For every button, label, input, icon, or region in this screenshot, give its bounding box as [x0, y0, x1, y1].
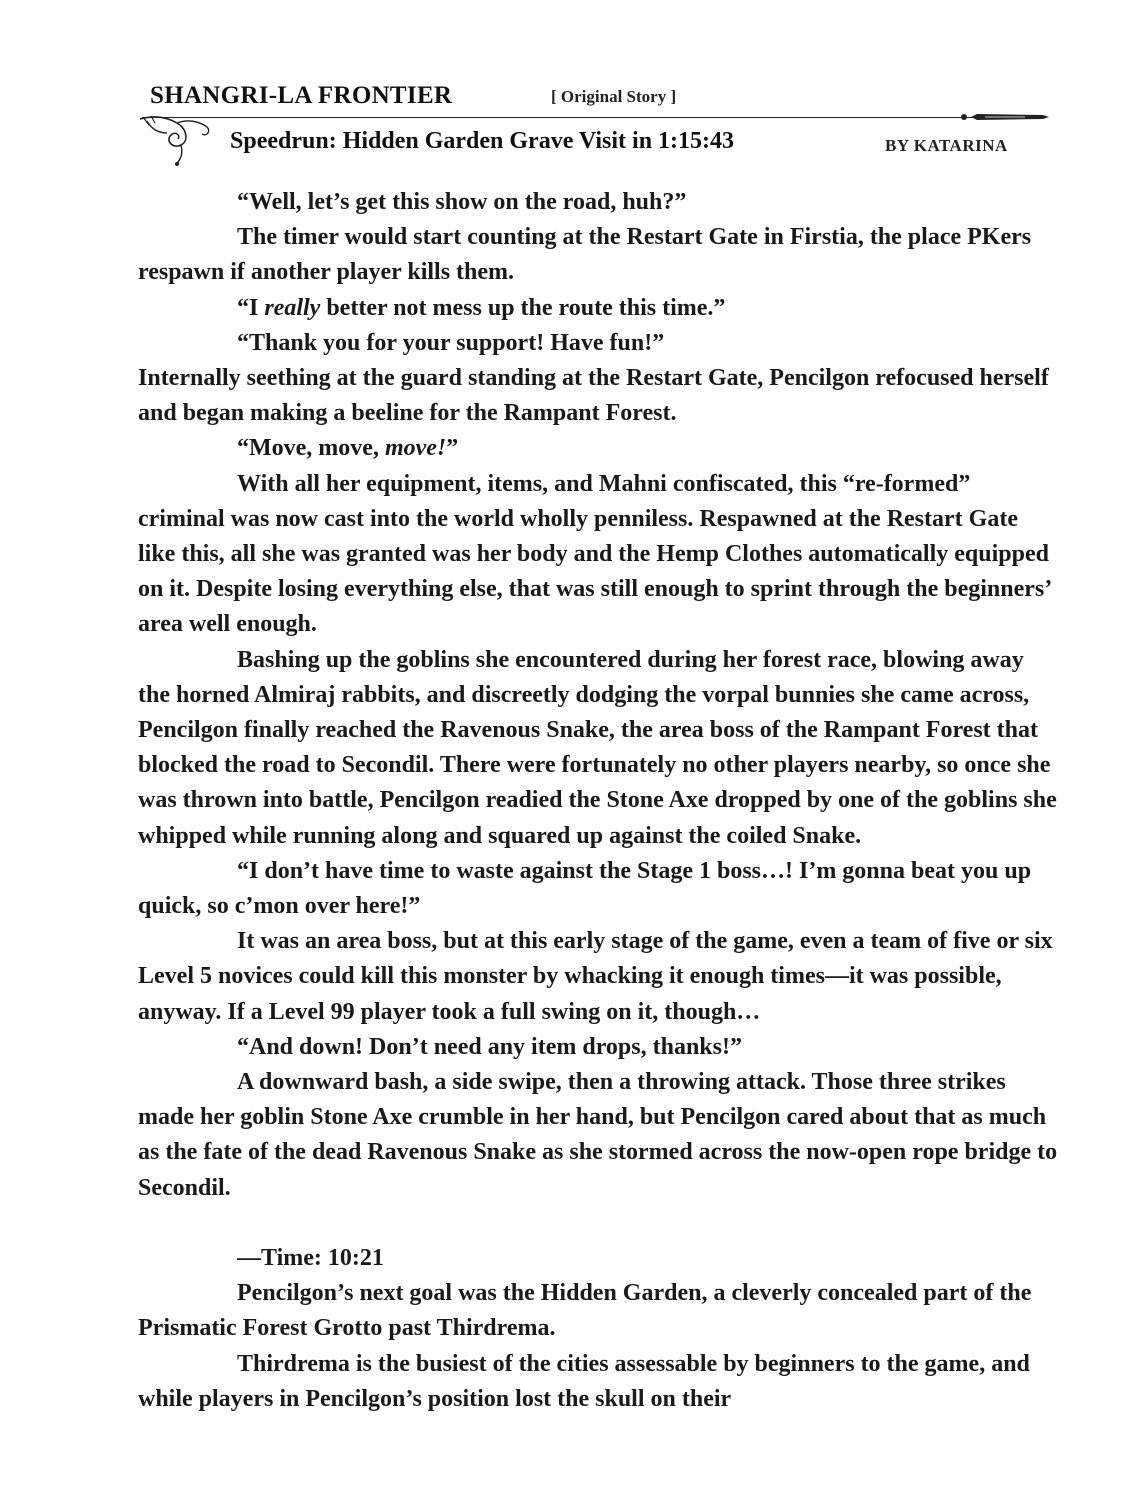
paragraph: “And down! Don’t need any item drops, thanks!”	[237, 1033, 742, 1060]
paragraph: “I don’t have time to waste against the Stage 1 boss…! I’m gonna beat you up quick, so c’mon over here!”	[138, 857, 1032, 920]
paragraph: Thirdrema is the busiest of the cities assessable by beginners to the game, and while players in Pencilgon’s position lost the skull on their	[138, 1350, 1030, 1412]
emphasis-text: really	[264, 294, 321, 321]
text-run: “I	[237, 294, 265, 321]
paragraph: Pencilgon’s next goal was the Hidden Garden, a cleverly concealed part of the Prismatic Forest Grotto past Thirdrema.	[138, 1280, 1032, 1342]
paragraph: “Well, let’s get this show on the road, huh?”	[237, 189, 687, 215]
text-run: better not mess up the route this time.”	[320, 294, 726, 321]
header-rule	[142, 117, 1034, 118]
paragraph: Internally seething at the guard standing at the Restart Gate, Pencilgon refocused herself and began making a beeline for the Rampant Forest.	[138, 365, 1049, 427]
paragraph: With all her equipment, items, and Mahni confiscated, this “re-formed” criminal was now cast into the world wholly penniless. Respawned at the Restart Gate like this, all she was granted was her body and the Hemp Clothes automatically equipped on it. Despite losing everything else, that was still enough to sprint through the beginners’ area well enough.	[138, 470, 1051, 638]
paragraph: Bashing up the goblins she encountered during her forest race, blowing away the horned Almiraj rabbits, and discreetly dodging the vorpal bunnies she came across, Pencilgon finally reached the Ravenous Snake, the area boss of the Rampant Forest that blocked the road to Secondil. There were fortunately no other players nearby, so once she was thrown into battle, Pencilgon readied the Stone Axe dropped by one of the goblins she whipped while running along and squared up against the coiled Snake.	[138, 646, 1057, 849]
story-body	[138, 185, 1058, 1417]
chapter-title: Speedrun: Hidden Garden Grave Visit in 1:15:43	[230, 128, 735, 154]
time-marker: —Time: 10:21	[237, 1244, 384, 1271]
fountain-pen-icon	[955, 108, 1050, 128]
series-title: SHANGRI-LA FRONTIER	[150, 82, 453, 109]
story-tag: [ Original Story ]	[551, 87, 677, 106]
paragraph: The timer would start counting at the Restart Gate in Firstia, the place PKers respawn if another player kills them.	[138, 224, 1032, 286]
emphasis-text: move!	[384, 435, 447, 462]
ornamental-flourish-icon	[137, 113, 217, 168]
author-byline: BY KATARINA	[885, 136, 1008, 155]
paragraph: “Thank you for your support! Have fun!”	[237, 329, 665, 356]
text-run: ”	[446, 435, 459, 462]
paragraph	[138, 431, 1058, 466]
text-run: “Move, move,	[237, 435, 385, 462]
section-break	[138, 1206, 1058, 1241]
paragraph: A downward bash, a side swipe, then a throwing attack. Those three strikes made her goblin Stone Axe crumble in her hand, but Pencilgon cared about that as much as the fate of the dead Ravenous Snake as she stormed across the now-open rope bridge to Secondil.	[138, 1069, 1058, 1201]
page-header	[0, 0, 1124, 175]
paragraph	[138, 291, 1058, 326]
paragraph: It was an area boss, but at this early stage of the game, even a team of five or six Level 5 novices could kill this monster by whacking it enough times—it was possible, anyway. If a Level 99 player took a full swing on it, though…	[138, 928, 1053, 1025]
